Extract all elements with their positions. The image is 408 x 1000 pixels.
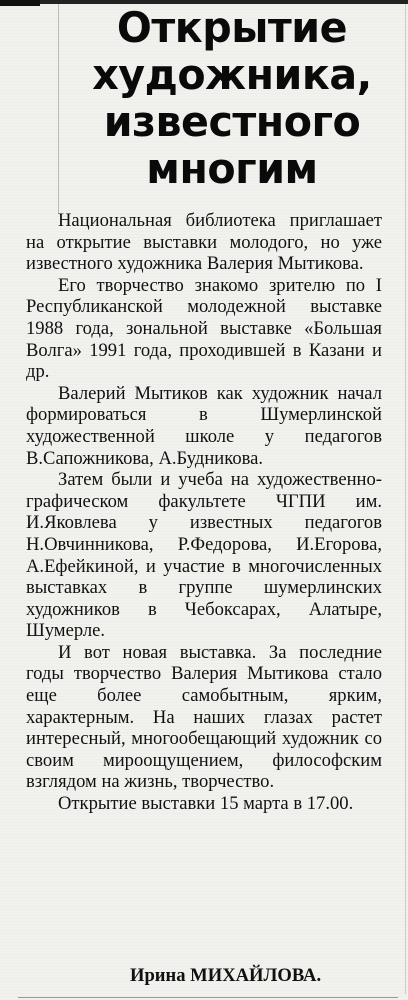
article-body [26, 210, 382, 815]
headline-line-1: Открытие [116, 3, 348, 52]
author-signature: Ирина МИХАЙЛОВА. [130, 965, 322, 986]
right-edge-rule [405, 4, 406, 994]
column-divider [58, 4, 59, 214]
headline-line-2: художника, [92, 50, 372, 99]
article-paragraph: Валерий Мытиков как художник начал формироваться в Шумерлинской художественной школе у педагогов В.Сапожникова, А.Будникова. [26, 382, 382, 469]
article-paragraph: И вот новая выставка. За последние годы творчество Валерия Мытикова стало еще более самобытным, ярким, характерным. На наших глазах растет интересный, многообещающий художник со своим мироощущением, философским взглядом на жизнь, творчество. [26, 641, 382, 793]
article-paragraph: Открытие выставки 15 марта в 17.00. [58, 793, 354, 815]
top-left-mark [0, 0, 40, 6]
article-paragraph: Затем были и учеба на художественно-графическом факультете ЧГПИ им. И.Яковлева у известных педагогов Н.Овчинникова, Р.Федорова, И.Егорова, А.Ефейкиной, и участие в многочисленных выставках в группе шумерлинских художников в Чебоксарах, Алатыре, Шумерле. [26, 469, 382, 642]
headline-line-4: многим [146, 144, 318, 193]
headline-line-3: известного [103, 97, 361, 146]
headline [67, 4, 396, 192]
article-paragraph: Национальная библиотека приглашает на открытие выставки молодого, но уже известного художника Валерия Мытикова. [26, 210, 382, 275]
article-paragraph: Его творчество знакомо зрителю по I Республиканской молодежной выставке 1988 года, зональной выставке «Большая Волга» 1991 года, проходившей в Казани и др. [26, 274, 382, 383]
bottom-rule [18, 997, 398, 998]
